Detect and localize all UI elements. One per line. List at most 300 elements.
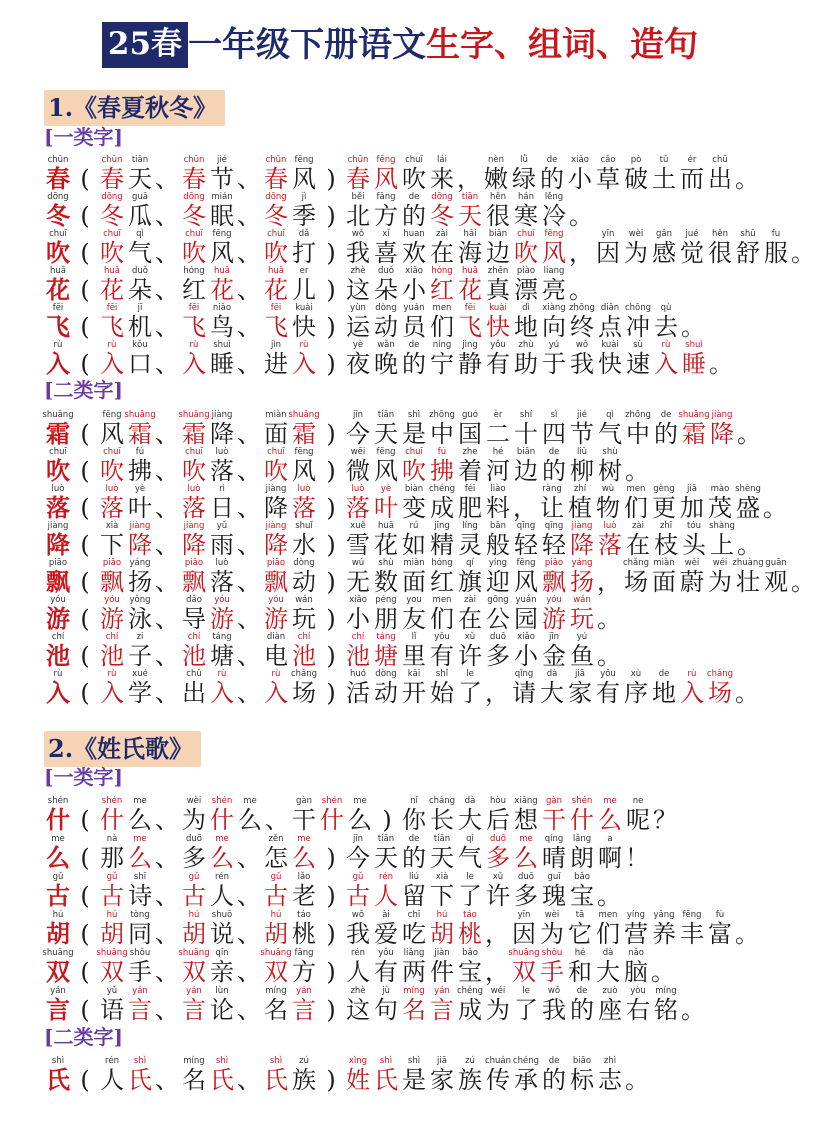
pinyin: huā xyxy=(378,521,394,531)
pinyin: dǎ xyxy=(298,229,310,239)
hanzi: 游 xyxy=(46,604,70,633)
hanzi: 气 xyxy=(598,420,622,448)
pinyin: xiǎo xyxy=(405,266,423,276)
hanzi: 真 xyxy=(486,276,510,304)
hanzi: 们 xyxy=(624,494,648,522)
hanzi: 氏 xyxy=(374,1066,398,1094)
hanzi: 快 xyxy=(292,313,316,341)
hanzi: 承 xyxy=(514,1066,538,1094)
character xyxy=(208,447,236,485)
hanzi: 古 xyxy=(182,882,206,910)
hanzi: 大 xyxy=(540,679,564,707)
pinyin: rù xyxy=(299,340,309,350)
hanzi: 亮 xyxy=(542,276,566,304)
pinyin: rén xyxy=(351,948,365,958)
hanzi: 许 xyxy=(458,642,482,670)
pinyin: jiā xyxy=(437,1056,447,1066)
hanzi: 氏 xyxy=(128,1066,152,1094)
pinyin: fēng xyxy=(294,155,314,165)
hanzi: 、 xyxy=(155,457,179,485)
hanzi: 开 xyxy=(402,679,426,707)
pinyin: shuāng xyxy=(508,948,540,958)
pinyin: a xyxy=(607,834,613,844)
pinyin: wǒ xyxy=(351,910,365,920)
hanzi: 微 xyxy=(346,457,370,485)
hanzi: ) xyxy=(382,806,392,834)
pinyin: hú xyxy=(188,910,200,920)
hanzi: 日 xyxy=(210,494,234,522)
word-row xyxy=(44,340,734,378)
hanzi: 眠 xyxy=(210,202,234,230)
hanzi: 冬 xyxy=(182,202,206,230)
pinyin: zhè xyxy=(350,986,366,996)
punctuation xyxy=(624,447,650,485)
hanzi: 姓 xyxy=(346,1066,370,1094)
hanzi: 下 xyxy=(100,531,124,559)
pinyin: fāng xyxy=(376,192,396,202)
hanzi: 春 xyxy=(264,165,288,193)
character xyxy=(762,229,790,267)
hanzi: 着 xyxy=(458,457,482,485)
pinyin: guī xyxy=(547,872,561,882)
word-row xyxy=(44,669,760,707)
hanzi: ( xyxy=(80,420,90,448)
pinyin: lái xyxy=(437,155,447,165)
hanzi: 、 xyxy=(237,457,261,485)
character xyxy=(208,229,236,267)
pinyin: tiān xyxy=(377,410,395,420)
hanzi: 、 xyxy=(155,494,179,522)
hanzi: 有 xyxy=(596,679,620,707)
hanzi: 春 xyxy=(182,165,206,193)
pinyin: táng xyxy=(376,632,396,642)
pinyin: tiān xyxy=(461,192,479,202)
hanzi: 多 xyxy=(182,844,206,872)
pinyin: zài xyxy=(435,229,449,239)
pinyin: wēi xyxy=(350,447,366,457)
pinyin: jìn xyxy=(270,340,282,350)
hanzi: 。 xyxy=(569,202,593,230)
pinyin: rú xyxy=(409,521,419,531)
pinyin: yóu xyxy=(214,595,230,605)
hanzi: 吹 xyxy=(402,165,426,193)
pinyin: gǔ xyxy=(106,872,118,882)
pinyin: zhōng xyxy=(429,410,455,420)
character xyxy=(208,834,236,872)
pinyin: chí xyxy=(51,632,65,642)
hanzi: 想 xyxy=(514,806,538,834)
hanzi: 。 xyxy=(625,457,649,485)
character xyxy=(208,948,236,986)
hanzi: 古 xyxy=(346,882,370,910)
character xyxy=(290,410,318,448)
hanzi: 落 xyxy=(598,531,622,559)
pinyin: ne xyxy=(632,796,644,806)
hanzi: 霜 xyxy=(182,420,206,448)
pinyin: luò xyxy=(603,521,617,531)
hanzi: 草 xyxy=(596,165,620,193)
character xyxy=(126,1056,154,1094)
character xyxy=(428,155,456,193)
pinyin: yuán xyxy=(515,595,537,605)
hanzi: 、 xyxy=(237,350,261,378)
hanzi: 舒 xyxy=(736,239,760,267)
hanzi: 二 xyxy=(486,420,510,448)
pinyin: luò xyxy=(51,484,65,494)
hanzi: 在 xyxy=(626,531,650,559)
pinyin: mián xyxy=(211,192,233,202)
hanzi: 们 xyxy=(430,605,454,633)
hanzi: 拂 xyxy=(430,457,454,485)
character xyxy=(126,521,154,559)
word-row xyxy=(44,948,676,986)
hanzi: 春 xyxy=(346,165,370,193)
hanzi: 、 xyxy=(155,568,179,596)
hanzi: 么 xyxy=(128,844,152,872)
pinyin: qīng xyxy=(544,521,564,531)
character xyxy=(126,484,154,522)
pinyin: qīn xyxy=(215,948,229,958)
hanzi: 。 xyxy=(597,882,621,910)
pinyin: shì xyxy=(407,410,421,420)
hanzi: 飞 xyxy=(458,313,482,341)
hanzi: 古 xyxy=(46,881,70,910)
hanzi: ， xyxy=(457,165,481,193)
hanzi: 胡 xyxy=(182,920,206,948)
hanzi: 、 xyxy=(237,165,261,193)
pinyin: zhè xyxy=(350,266,366,276)
word-row xyxy=(44,1056,650,1094)
key-character xyxy=(44,834,72,872)
pinyin: yóu xyxy=(546,595,562,605)
word-row xyxy=(44,796,678,834)
character xyxy=(708,410,736,448)
hanzi: 落 xyxy=(346,494,370,522)
pinyin: chuī xyxy=(267,447,285,457)
pinyin: chuī xyxy=(517,229,535,239)
hanzi: 、 xyxy=(237,239,261,267)
hanzi: 快 xyxy=(486,313,510,341)
pinyin: hé xyxy=(574,948,586,958)
pinyin: yè xyxy=(134,484,146,494)
pinyin: shí xyxy=(519,410,533,420)
pinyin: wèi xyxy=(544,910,560,920)
pinyin: dōng xyxy=(101,192,123,202)
pinyin: yán xyxy=(50,986,66,996)
hanzi: 落 xyxy=(210,568,234,596)
hanzi: 落 xyxy=(292,494,316,522)
hanzi: 吹 xyxy=(402,457,426,485)
hanzi: 扬 xyxy=(128,568,152,596)
key-character xyxy=(44,986,72,1024)
pinyin: chuī xyxy=(185,447,203,457)
pinyin: yǒu xyxy=(434,632,450,642)
hanzi: 吃 xyxy=(402,920,426,948)
character xyxy=(456,669,484,707)
hanzi: 成 xyxy=(458,996,482,1024)
hanzi: 面 xyxy=(264,420,288,448)
hanzi: 吹 xyxy=(100,457,124,485)
pinyin: dōng xyxy=(47,192,69,202)
hanzi: 冬 xyxy=(430,202,454,230)
pinyin: wéi xyxy=(490,986,506,996)
pinyin: huā xyxy=(50,266,66,276)
hanzi: 。 xyxy=(737,531,761,559)
hanzi: 我 xyxy=(542,996,566,1024)
hanzi: 落 xyxy=(100,494,124,522)
pinyin: chuī xyxy=(103,229,121,239)
pinyin: jù xyxy=(382,986,390,996)
hanzi: 于 xyxy=(542,350,566,378)
hanzi: 么 xyxy=(514,844,538,872)
pinyin: shì xyxy=(215,1056,229,1066)
pinyin: hǎi xyxy=(463,229,477,239)
hanzi: 标 xyxy=(570,1066,594,1094)
punctuation xyxy=(734,155,760,193)
hanzi: 霜 xyxy=(682,420,706,448)
hanzi: 觉 xyxy=(680,239,704,267)
hanzi: 干 xyxy=(292,806,316,834)
hanzi: 是 xyxy=(402,1066,426,1094)
pinyin: duō xyxy=(186,834,202,844)
punctuation xyxy=(708,340,734,378)
pinyin: men xyxy=(598,910,618,920)
pinyin: fēng xyxy=(212,229,232,239)
hanzi: ( xyxy=(80,882,90,910)
pinyin: tiān xyxy=(377,834,395,844)
hanzi: 降 xyxy=(128,531,152,559)
hanzi: 、 xyxy=(237,642,261,670)
pinyin: xiǎng xyxy=(514,796,538,806)
pinyin: wǒ xyxy=(575,340,589,350)
hanzi: 。 xyxy=(737,420,761,448)
hanzi: 人 xyxy=(374,882,398,910)
character xyxy=(290,558,318,596)
pinyin: wán xyxy=(295,595,313,605)
hanzi: 。 xyxy=(709,350,733,378)
pinyin: duō xyxy=(490,632,506,642)
character xyxy=(208,986,236,1024)
pinyin: de xyxy=(548,1056,560,1066)
hanzi: 诗 xyxy=(128,882,152,910)
pinyin: le xyxy=(466,872,474,882)
pinyin: liǔ xyxy=(576,447,588,457)
hanzi: 么 xyxy=(128,806,152,834)
hanzi: 池 xyxy=(100,642,124,670)
pinyin: zhù xyxy=(518,340,534,350)
hanzi: 打 xyxy=(292,239,316,267)
hanzi: 飘 xyxy=(100,568,124,596)
pinyin: xuě xyxy=(350,521,366,531)
pinyin: yǔ xyxy=(106,986,118,996)
pinyin: chí xyxy=(351,632,365,642)
hanzi: 池 xyxy=(46,641,70,670)
pinyin: shǒu xyxy=(541,948,563,958)
pinyin: shuì xyxy=(213,340,231,350)
hanzi: 游 xyxy=(210,605,234,633)
hanzi: 上 xyxy=(710,531,734,559)
hanzi: 飞 xyxy=(182,313,206,341)
pinyin: de xyxy=(576,986,588,996)
hanzi: 朵 xyxy=(128,276,152,304)
hanzi: 多 xyxy=(514,882,538,910)
hanzi: 员 xyxy=(402,313,426,341)
hanzi: 言 xyxy=(430,996,454,1024)
pinyin: fēng xyxy=(376,155,396,165)
hanzi: 我 xyxy=(346,920,370,948)
pinyin: wǒ xyxy=(351,229,365,239)
pinyin: men xyxy=(432,595,452,605)
word-row xyxy=(44,986,706,1024)
character xyxy=(290,910,318,948)
hanzi: 吹 xyxy=(514,239,538,267)
pinyin: xù xyxy=(630,669,642,679)
hanzi: 、 xyxy=(237,920,261,948)
character xyxy=(126,986,154,1024)
hanzi: 壮 xyxy=(736,568,760,596)
pinyin: yǒu xyxy=(600,669,616,679)
hanzi: 方 xyxy=(292,958,316,986)
hanzi: 破 xyxy=(624,165,648,193)
punctuation xyxy=(790,558,816,596)
hanzi: 族 xyxy=(458,1066,482,1094)
pinyin: miàn xyxy=(653,558,675,568)
punctuation xyxy=(680,303,706,341)
hanzi: 口 xyxy=(128,350,152,378)
hanzi: 、 xyxy=(155,1066,179,1094)
character xyxy=(126,669,154,707)
pinyin: shì xyxy=(269,1056,283,1066)
pinyin: miàn xyxy=(265,410,287,420)
hanzi: 胡 xyxy=(430,920,454,948)
hanzi: 了 xyxy=(514,996,538,1024)
hanzi: 河 xyxy=(486,457,510,485)
hanzi: 胡 xyxy=(264,920,288,948)
hanzi: 啊 xyxy=(598,844,622,872)
hanzi: 面 xyxy=(402,568,426,596)
hanzi: ？ xyxy=(653,806,677,834)
hanzi: 节 xyxy=(210,165,234,193)
hanzi: 、 xyxy=(237,882,261,910)
hanzi: 更 xyxy=(652,494,676,522)
hanzi: 。 xyxy=(791,568,815,596)
hanzi: 国 xyxy=(458,420,482,448)
hanzi: ) xyxy=(326,531,336,559)
category-label: [一类字] xyxy=(44,765,123,789)
hanzi: 中 xyxy=(626,420,650,448)
pinyin: jué xyxy=(685,229,699,239)
hanzi: ( xyxy=(80,1066,90,1094)
word-row xyxy=(44,266,594,304)
pinyin: yáng xyxy=(129,558,151,568)
pinyin: yú xyxy=(548,340,560,350)
hanzi: 花 xyxy=(374,531,398,559)
character xyxy=(208,266,236,304)
character xyxy=(126,910,154,948)
hanzi: 霜 xyxy=(46,419,70,448)
hanzi: 精 xyxy=(430,531,454,559)
hanzi: 变 xyxy=(402,494,426,522)
character xyxy=(290,340,318,378)
character xyxy=(290,303,318,341)
hanzi: 有 xyxy=(430,642,454,670)
hanzi: 言 xyxy=(46,995,70,1024)
hanzi: 、 xyxy=(237,313,261,341)
hanzi: 家 xyxy=(568,679,592,707)
hanzi: 儿 xyxy=(292,276,316,304)
hanzi: 花 xyxy=(264,276,288,304)
pinyin: tòng xyxy=(130,910,150,920)
title-main: 一年级下册语文 xyxy=(188,25,427,65)
pinyin: jiàng xyxy=(265,484,287,494)
hanzi: 子 xyxy=(128,642,152,670)
hanzi: 在 xyxy=(430,239,454,267)
hanzi: 。 xyxy=(681,996,705,1024)
pinyin: zhí xyxy=(573,484,587,494)
hanzi: 朵 xyxy=(374,276,398,304)
pinyin: qí xyxy=(466,558,474,568)
pinyin: shì xyxy=(133,1056,147,1066)
hanzi: 海 xyxy=(458,239,482,267)
hanzi: 宝 xyxy=(458,958,482,986)
word-row xyxy=(44,632,622,670)
pinyin: de xyxy=(408,192,420,202)
key-character xyxy=(44,266,72,304)
hanzi: ) xyxy=(326,494,336,522)
hanzi: 如 xyxy=(402,531,426,559)
hanzi: 观 xyxy=(764,568,788,596)
pinyin: hé xyxy=(492,447,504,457)
pinyin: de xyxy=(658,669,670,679)
hanzi: 飘 xyxy=(182,568,206,596)
pinyin: xìng xyxy=(348,1056,368,1066)
hanzi: 加 xyxy=(680,494,704,522)
pinyin: chūn xyxy=(347,155,369,165)
hanzi: ， xyxy=(569,239,593,267)
hanzi: 什 xyxy=(320,806,344,834)
pinyin: jī xyxy=(137,303,143,313)
hanzi: 鱼 xyxy=(570,642,594,670)
pinyin: dòng xyxy=(293,558,315,568)
hanzi: 感 xyxy=(652,239,676,267)
pinyin: qù xyxy=(660,303,672,313)
pinyin: chū xyxy=(186,669,202,679)
hanzi: ( xyxy=(80,806,90,834)
pinyin: lǐ xyxy=(411,632,417,642)
pinyin: shuāng xyxy=(96,948,128,958)
pinyin: fēng xyxy=(516,558,536,568)
hanzi: 在 xyxy=(458,605,482,633)
key-character xyxy=(44,632,72,670)
pinyin: wǎn xyxy=(377,340,395,350)
hanzi: ) xyxy=(326,844,336,872)
character xyxy=(290,834,318,872)
hanzi: 树 xyxy=(598,457,622,485)
hanzi: 脑 xyxy=(624,958,648,986)
hanzi: 让 xyxy=(540,494,564,522)
pinyin: dà xyxy=(464,796,476,806)
pinyin: mào xyxy=(710,484,730,494)
hanzi: 什 xyxy=(210,806,234,834)
character xyxy=(290,229,318,267)
pinyin: chí xyxy=(187,632,201,642)
hanzi: 塘 xyxy=(210,642,234,670)
pinyin: xiǎo xyxy=(571,155,589,165)
hanzi: 寒 xyxy=(514,202,538,230)
hanzi: 两 xyxy=(402,958,426,986)
hanzi: 四 xyxy=(542,420,566,448)
hanzi: 、 xyxy=(155,605,179,633)
